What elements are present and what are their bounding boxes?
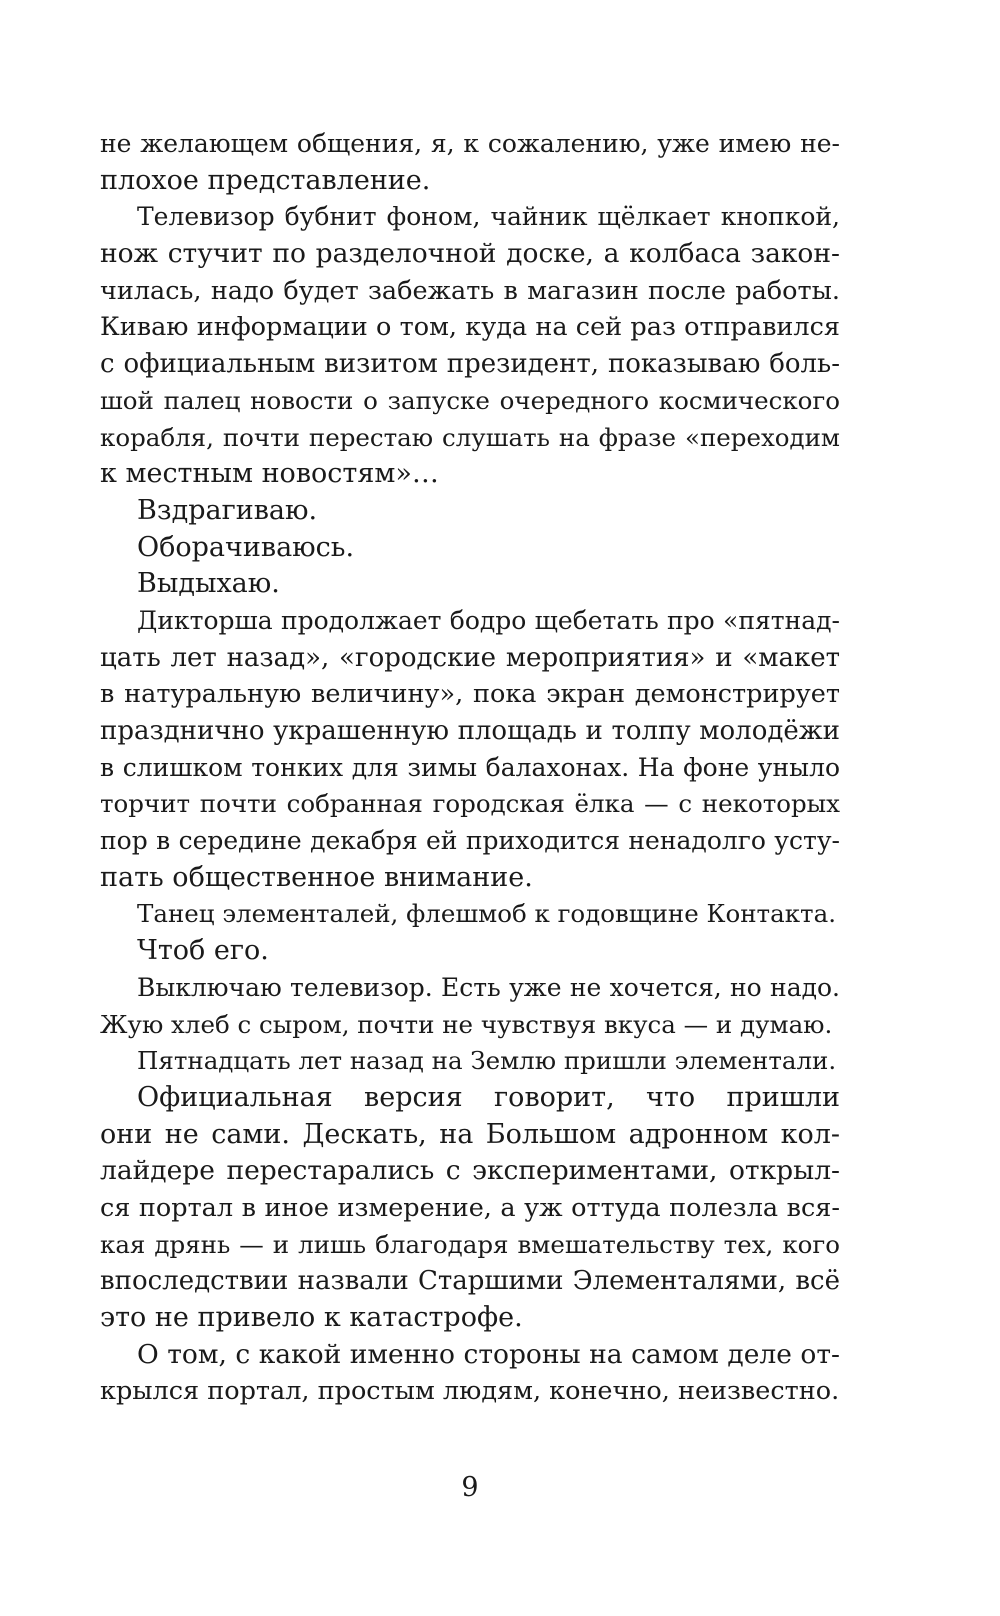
text-line: они не сами. Дескать, на Большом адронном кол- <box>100 1118 840 1150</box>
text-line: Оборачиваюсь. <box>137 531 355 563</box>
text-line: Пятнадцать лет назад на Землю пришли элементали. <box>137 1046 837 1076</box>
text-line: О том, с какой именно стороны на самом деле от- <box>137 1338 840 1370</box>
text-line: празднично украшенную площадь и толпу молодёжи <box>100 716 840 746</box>
text-line: это не привело к катастрофе. <box>100 1302 523 1333</box>
text-line: торчит почти собранная городская ёлка — с некоторых <box>100 789 840 819</box>
text-line: нож стучит по разделочной доске, а колбаса закон- <box>100 238 840 270</box>
text-line: кая дрянь — и лишь благодаря вмешательству тех, кого <box>100 1229 840 1259</box>
text-line: чилась, надо будет забежать в магазин после работы. <box>100 275 840 306</box>
text-line: Официальная версия говорит, что пришли <box>137 1081 840 1113</box>
text-line: с официальным визитом президент, показываю боль- <box>100 349 840 380</box>
text-line: корабля, почти перестаю слушать на фразе «переходим <box>100 422 840 452</box>
text-line: цать лет назад», «городские мероприятия» и «макет <box>100 642 840 673</box>
text-line: Танец элементалей, флешмоб к годовщине Контакта. <box>137 899 836 929</box>
text-line: плохое представление. <box>100 164 431 196</box>
text-line: Вздрагиваю. <box>137 494 318 526</box>
text-line: Выключаю телевизор. Есть уже не хочется, но надо. <box>137 972 840 1002</box>
text-line: Выдыхаю. <box>137 568 280 600</box>
text-line: впоследствии назвали Старшими Элементалями, всё <box>100 1266 840 1297</box>
text-line: крылся портал, простым людям, конечно, неизвестно. <box>100 1376 840 1407</box>
text-line: Телевизор бубнит фоном, чайник щёлкает кнопкой, <box>137 202 840 232</box>
text-line: Чтоб его. <box>137 935 269 967</box>
text-line: Киваю информации о том, куда на сей раз отправился <box>100 312 840 343</box>
text-line: не желающем общения, я, к сожалению, уже имею не- <box>100 129 840 158</box>
text-line: Дикторша продолжает бодро щебетать про «пятнад- <box>137 605 840 635</box>
text-line: шой палец новости о запуске очередного космического <box>100 385 840 415</box>
page-number: 9 <box>461 1472 479 1503</box>
text-line: в слишком тонких для зимы балахонах. На фоне уныло <box>100 752 840 782</box>
text-line: пор в середине декабря ей приходится ненадолго усту- <box>100 826 840 856</box>
text-line: ся портал в иное измерение, а уж оттуда полезла вся- <box>100 1192 840 1223</box>
text-line: Жую хлеб с сыром, почти не чувствуя вкуса — и думаю. <box>100 1009 833 1039</box>
text-line: в натуральную величину», пока экран демонстрирует <box>100 679 840 710</box>
text-line: лайдере перестарались с экспериментами, открыл- <box>100 1155 840 1187</box>
text-line: к местным новостям»… <box>100 458 439 490</box>
body-text <box>100 126 840 1410</box>
text-line: пать общественное внимание. <box>100 861 533 893</box>
